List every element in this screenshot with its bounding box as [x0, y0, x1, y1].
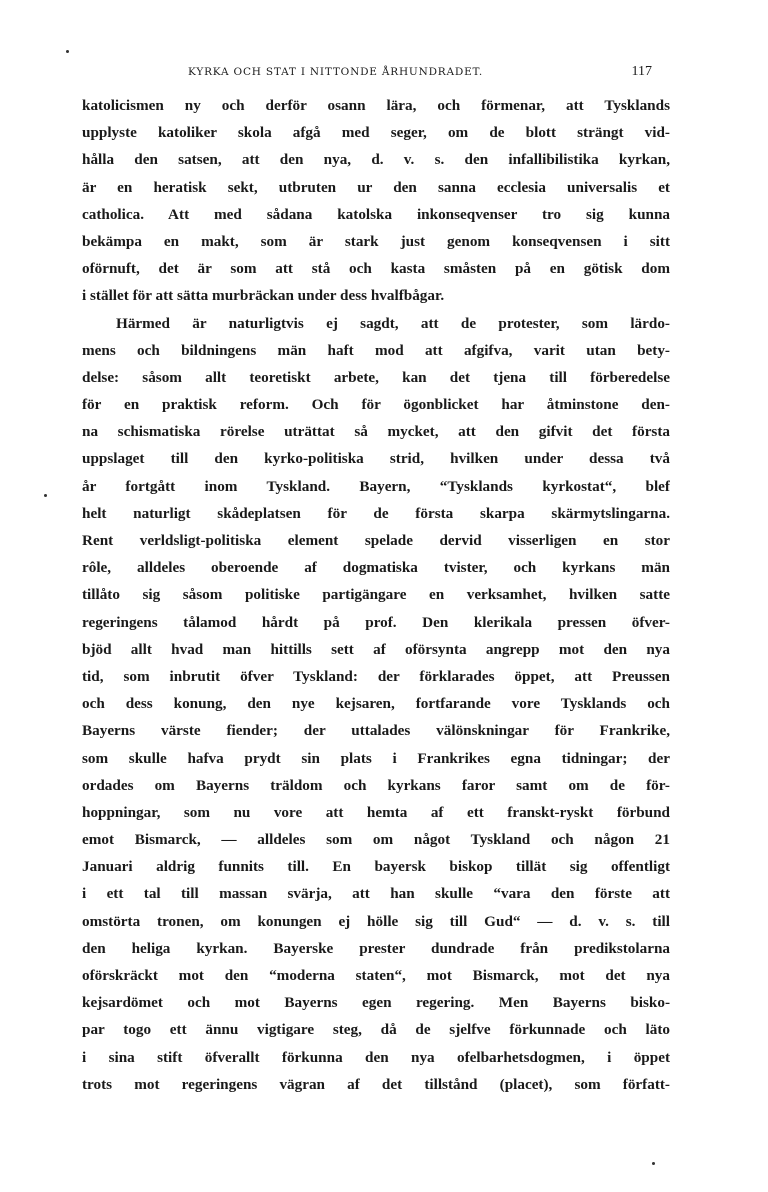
text-line: mens och bildningens män haft mod att afgifva, varit utan bety- — [82, 341, 670, 359]
text-line: i sina stift öfverallt förkunna den nya ofelbarhetsdogmen, i öppet — [82, 1048, 670, 1066]
text-line: för en praktisk reform. Och för ögonblicket har åtminstone den- — [82, 396, 670, 414]
margin-speck — [652, 1162, 655, 1165]
text-line: tid, som inbrutit öfver Tyskland: der förklarades öppet, att Preussen — [82, 667, 670, 685]
margin-speck — [44, 494, 47, 497]
text-line: katolicismen ny och derför osann lära, och förmenar, att Tysklands — [82, 97, 670, 114]
text-line: helt naturligt skådeplatsen för de första skarpa skärmytslingarna. — [82, 504, 670, 522]
text-line: tillåto sig såsom politiske partigängare en verksamhet, hvilken satte — [82, 586, 670, 604]
page-number: 117 — [631, 64, 652, 79]
text-line: emot Bismarck, — alldeles som om något Tyskland och någon 21 — [82, 831, 670, 849]
text-line: bekämpa en makt, som är stark just genom konseqvensen i sitt — [82, 232, 670, 250]
text-line: omstörta tronen, om konungen ej hölle sig till Gud“ — d. v. s. till — [82, 912, 670, 930]
text-line: hålla den satsen, att den nya, d. v. s. den infallibilistika kyrkan, — [82, 151, 670, 169]
margin-speck — [66, 50, 69, 53]
paragraph-end-line: i stället för att sätta murbräckan under dess hvalfbågar. — [82, 287, 445, 305]
text-line: den heliga kyrkan. Bayerske prester dundrade från predikstolarna — [82, 939, 670, 957]
text-line: bjöd allt hvad man hittills sett af oförsynta angrepp mot den nya — [82, 640, 670, 658]
text-line: catholica. Att med sådana katolska inkonseqvenser tro sig kunna — [82, 205, 670, 223]
paragraph-first-line: Härmed är naturligtvis ej sagdt, att de protester, som lärdo- — [116, 314, 670, 332]
page-header — [82, 66, 670, 86]
text-line: är en heratisk sekt, utbruten ur den sanna ecclesia universalis et — [82, 178, 670, 196]
text-line: delse: såsom allt teoretiskt arbete, kan det tjena till förberedelse — [82, 368, 670, 386]
text-line: oförnuft, det är som att stå och kasta småsten på en götisk dom — [82, 260, 670, 278]
body-text — [82, 92, 670, 1098]
text-line: upplyste katoliker skola afgå med seger, om de blott strängt vid- — [82, 124, 670, 142]
text-line: år fortgått inom Tyskland. Bayern, “Tysklands kyrkostat“, blef — [82, 477, 670, 495]
text-line: kejsardömet och mot Bayerns egen regering. Men Bayerns bisko- — [82, 994, 670, 1012]
text-line: uppslaget till den kyrko-politiska strid, hvilken under dessa två — [82, 450, 670, 468]
text-line: och dess konung, den nye kejsaren, fortfarande vore Tysklands och — [82, 695, 670, 713]
text-line: hoppningar, som nu vore att hemta af ett franskt-ryskt förbund — [82, 803, 670, 821]
text-line: rôle, alldeles oberoende af dogmatiska tvister, och kyrkans män — [82, 559, 670, 577]
text-line: Bayerns värste fiender; der uttalades välönskningar för Frankrike, — [82, 722, 670, 740]
text-line: oförskräckt mot den “moderna staten“, mot Bismarck, mot det nya — [82, 967, 670, 984]
text-line: par togo ett ännu vigtigare steg, då de sjelfve förkunnade och läto — [82, 1021, 670, 1039]
text-line: regeringens tålamod hårdt på prof. Den klerikala pressen öfver- — [82, 613, 670, 631]
text-line: Januari aldrig funnits till. En bayersk biskop tillät sig offentligt — [82, 858, 670, 876]
text-line: na schismatiska rörelse uträttat så mycket, att den gifvit det första — [82, 423, 670, 441]
text-line: ordades om Bayerns träldom och kyrkans faror samt om de för- — [82, 776, 670, 794]
running-title: KYRKA OCH STAT I NITTONDE ÅRHUNDRADET. — [188, 66, 483, 78]
text-line: i ett tal till massan svärja, att han skulle “vara den förste att — [82, 885, 670, 903]
text-line: som skulle hafva prydt sin plats i Frankrikes egna tidningar; der — [82, 749, 670, 767]
text-line: Rent verldsligt-politiska element spelade dervid visserligen en stor — [82, 532, 670, 549]
text-line: trots mot regeringens vägran af det tillstånd (placet), som författ- — [82, 1075, 670, 1093]
